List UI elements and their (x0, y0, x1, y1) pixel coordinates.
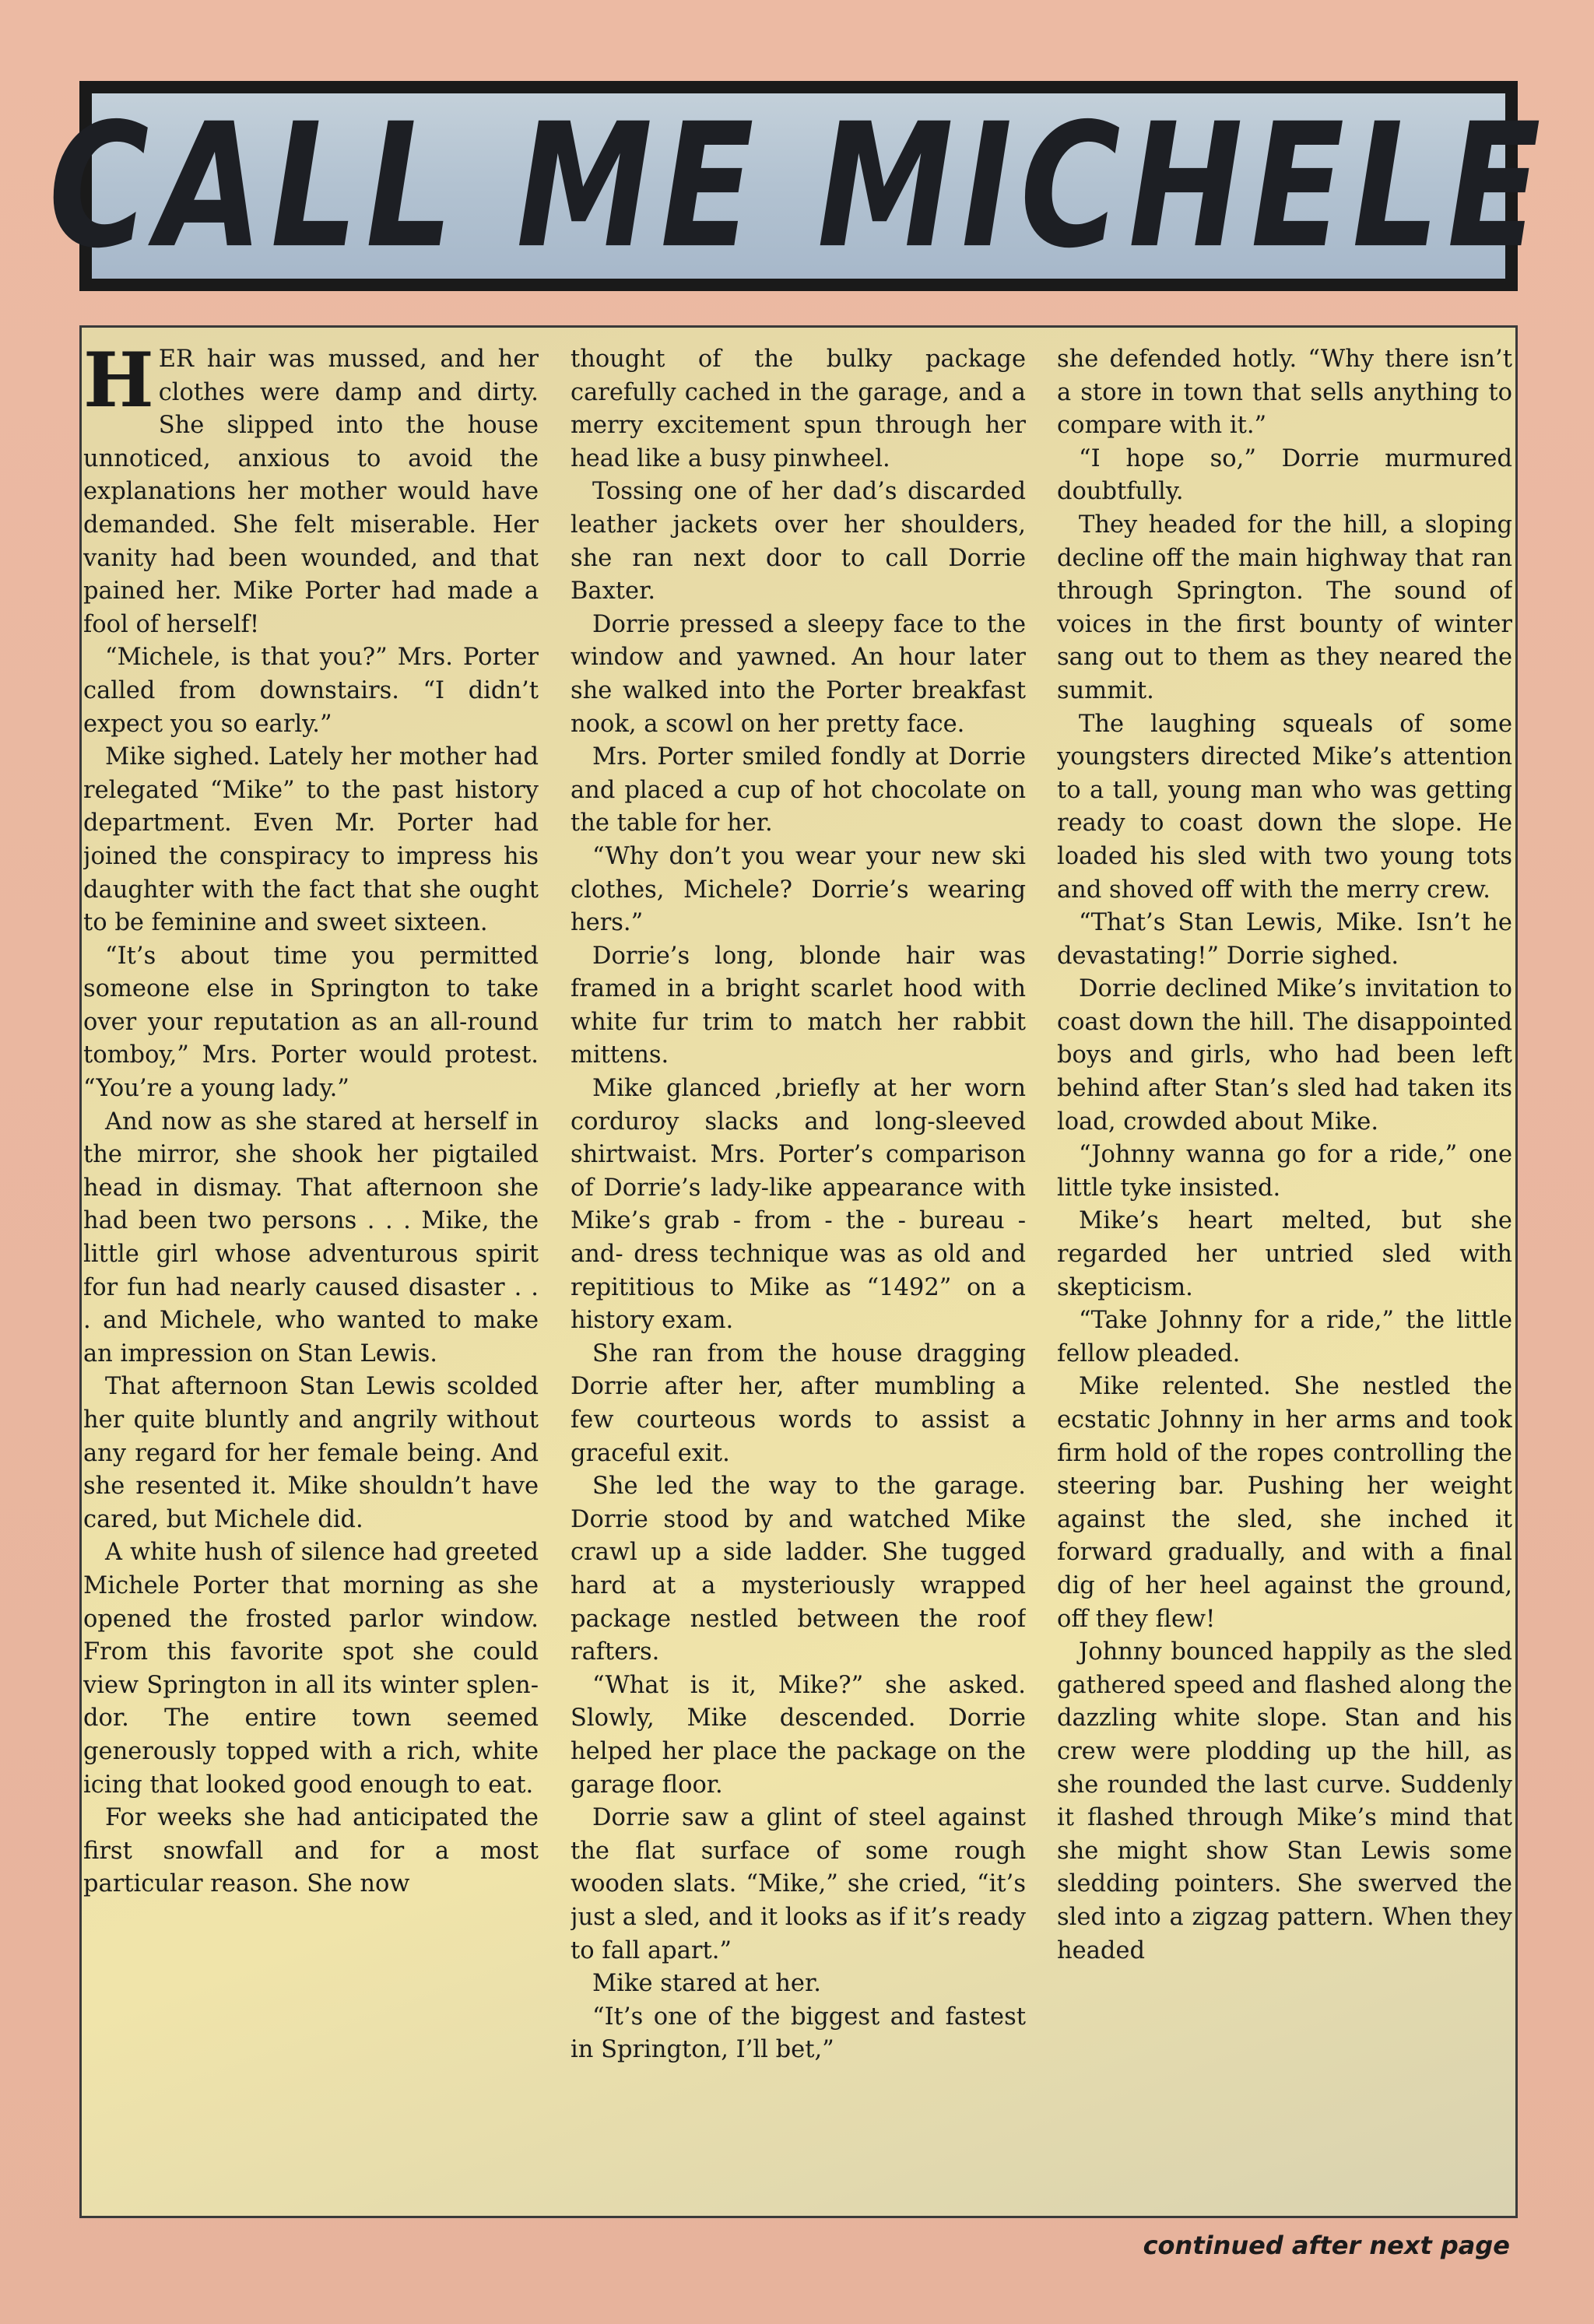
story-text-panel (79, 325, 1518, 2218)
paragraph: Mike’s heart melted, but she regarded her untried sled with skepticism. (1057, 1207, 1512, 1301)
continued-note: continued after next page (1143, 2231, 1510, 2260)
paragraph: And now as she stared at herself in the mirror, she shook her pigtailed head in dismay. That afternoon she had been two persons . . . Mike, the little girl whose adventurous spirit for fun had nearly caused disaster . . . and Michele, who wanted to make an impression on Stan Lewis. (83, 1108, 539, 1367)
paragraph: She led the way to the garage. Dorrie stood by and watched Mike crawl up a side ladder. She tugged hard at a mysteriously wrapped package nestled between the roof rafters. (571, 1473, 1026, 1666)
paragraph: “That’s Stan Lewis, Mike. Isn’t he devastating!” Dorrie sighed. (1057, 909, 1512, 970)
paragraph: Johnny bounced happily as the sled gathered speed and flashed along the dazzling white slope. Stan and his crew were plodding up the hill, as she rounded the last curve. Suddenly it flashed through Mike’s mind that she might show Stan Lewis some sledding pointers. She swerved the sled into a zigzag pattern. When they headed (1057, 1638, 1512, 1964)
paragraph: Dorrie’s long, blonde hair was framed in a bright scarlet hood with white fur trim to match her rabbit mittens. (571, 942, 1026, 1069)
paragraph: Mike stared at her. (592, 1970, 821, 1998)
text-column-2 (571, 343, 1026, 2203)
paragraph: “Michele, is that you?” Mrs. Porter called from downstairs. “I didn’t expect you so early.” (83, 644, 539, 738)
paragraph: Dorrie saw a glint of steel against the flat surface of some rough wooden slats. “Mike,” she cried, “it’s just a sled, and it looks as if it’s ready to fall apart.” (571, 1804, 1026, 1964)
paragraph: She ran from the house dragging Dorrie after her, after mumbling a few courteous words to assist a graceful exit. (571, 1339, 1026, 1467)
paragraph: Dorrie declined Mike’s invitation to coast down the hill. The disappointed boys and girls, who had been left behind after Stan’s sled had taken its load, crowded about Mike. (1057, 975, 1512, 1136)
paragraph: “It’s one of the biggest and fastest in Springton, I’ll bet,” (571, 2003, 1026, 2064)
paragraph: A white hush of silence had greeted Michele Porter that morning as she opened the frosted parlor window. From this favorite spot she could view Springton in all its winter splendor. The entire town seemed generously topped with a rich, white icing that looked good enough to eat. (83, 1539, 539, 1799)
paragraph: HER hair was mussed, and her clothes were damp and dirty. She slipped into the house unnoticed, anxious to avoid the explanations her mother would have demanded. She felt miserable. Her vanity had been wounded, and that pained her. Mike Porter had made a fool of herself! (83, 343, 539, 638)
paragraph: Mike relented. She nestled the ecstatic Johnny in her arms and took firm hold of the ropes controlling the steering bar. Pushing her weight against the sled, she inched it forward gradually, and with a final dig of her heel against the ground, off they flew! (1057, 1373, 1512, 1633)
text-column-3 (1057, 343, 1512, 2203)
text-column-1 (83, 343, 539, 2203)
story-title: CALL ME MICHELE (48, 86, 1549, 286)
paragraph: “It’s about time you permitted someone else in Springton to take over your reputation as an all-round tomboy,” Mrs. Porter would protest. “You’re a young lady.” (83, 942, 539, 1103)
paragraph: Dorrie pressed a sleepy face to the window and yawned. An hour later she walked into the Porter breakfast nook, a scowl on her pretty face. (571, 610, 1026, 738)
paragraph: That afternoon Stan Lewis scolded her quite bluntly and angrily without any regard for her female being. And she resented it. Mike shouldn’t have cared, but Michele did. (83, 1373, 539, 1533)
paragraph: thought of the bulky package carefully cached in the garage, and a merry excitement spun through her head like a busy pinwheel. (571, 346, 1026, 472)
paragraph: Mike sighed. Lately her mother had relegated “Mike” to the past history department. Even Mr. Porter had joined the conspiracy to impress his daughter with the fact that she ought to be feminine and sweet sixteen. (83, 743, 539, 937)
paragraph: Mike glanced ,briefly at her worn corduroy slacks and long-sleeved shirtwaist. Mrs. Porter’s comparison of Dorrie’s lady-like appearance with Mike’s grab - from - the - bureau - and- dress technique was as old and repititious to Mike as “1492” on a history exam. (571, 1075, 1026, 1335)
title-panel (48, 86, 1549, 286)
paragraph: she defended hotly. “Why there isn’t a store in town that sells anything to compare with it.” (1057, 346, 1512, 440)
paragraph: Mrs. Porter smiled fondly at Dorrie and placed a cup of hot chocolate on the table for her. (571, 743, 1026, 837)
paragraph: “I hope so,” Dorrie murmured doubtfully. (1057, 444, 1512, 506)
paragraph: “What is it, Mike?” she asked. Slowly, Mike descended. Dorrie helped her place the package on the garage floor. (571, 1671, 1026, 1799)
paragraph: “Johnny wanna go for a ride,” one little tyke insisted. (1057, 1141, 1512, 1202)
paragraph: “Take Johnny for a ride,” the little fellow pleaded. (1057, 1307, 1512, 1367)
paragraph: For weeks she had anticipated the first snowfall and for a most particular reason. She now (83, 1804, 539, 1898)
drop-cap: H (83, 343, 154, 424)
paragraph: The laughing squeals of some youngsters directed Mike’s attention to a tall, young man who was getting ready to coast down the slope. He loaded his sled with two young tots and shoved off with the merry crew. (1057, 710, 1512, 904)
title-banner (48, 81, 1549, 291)
paragraph: Tossing one of her dad’s discarded leather jackets over her shoulders, she ran next door to call Dorrie Baxter. (571, 478, 1026, 606)
paragraph: They headed for the hill, a sloping decline off the main highway that ran through Springton. The sound of voices in the first bounty of winter sang out to them as they neared the summit. (1057, 511, 1512, 704)
paragraph: “Why don’t you wear your new ski clothes, Michele? Dorrie’s wearing hers.” (571, 842, 1026, 937)
